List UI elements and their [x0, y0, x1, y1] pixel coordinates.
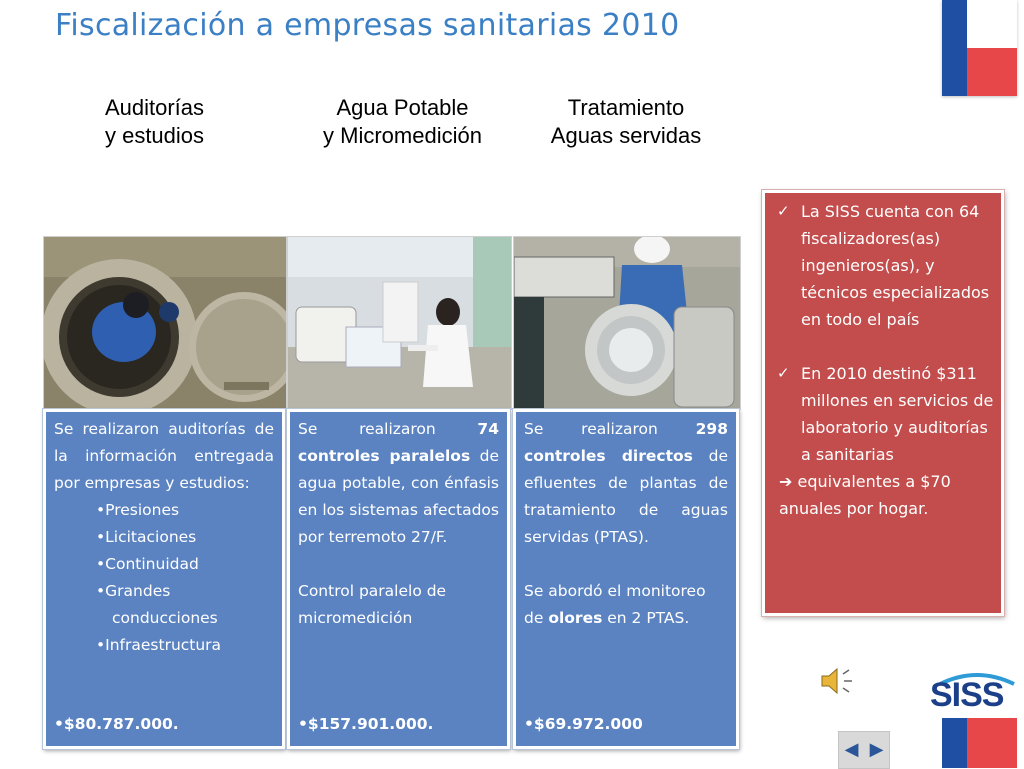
budget-amount: •$157.901.000.	[298, 715, 434, 733]
micromedicion-note: Control paralelo de micromedición	[298, 582, 447, 627]
laboratory-photo	[287, 236, 512, 410]
heading-line: Aguas servidas	[550, 123, 702, 148]
checkmark-icon: ✓	[777, 364, 790, 382]
siss-logo	[930, 672, 1020, 716]
heading-line: Auditorías	[104, 95, 205, 120]
heading-line: y estudios	[104, 123, 205, 148]
arrow-right-icon: ➔	[779, 472, 793, 491]
slide-navigation	[838, 731, 890, 769]
heading-line: y Micromedición	[323, 123, 482, 148]
slide-title: Fiscalización a empresas sanitarias 2010	[55, 8, 680, 43]
checkmark-icon: ✓	[777, 202, 790, 220]
tratamiento-info-box	[513, 409, 739, 749]
list-item: •Grandes	[96, 582, 171, 600]
heading-agua-potable	[300, 94, 505, 150]
speaker-icon[interactable]	[818, 665, 856, 701]
wastewater-sampler-photo	[513, 236, 741, 410]
next-slide-button[interactable]: ▶	[869, 739, 884, 760]
budget-amount: •$80.787.000.	[54, 715, 179, 733]
chile-flag-decoration-bottom	[942, 718, 1017, 768]
chile-flag-decoration	[942, 0, 1017, 96]
agua-potable-description: Se realizaron 74 controles paralelos de agua potable, con énfasis en los sistemas afectados por terremoto 27/F.	[298, 420, 499, 546]
heading-tratamiento	[530, 94, 722, 150]
budget-amount: •$69.972.000	[524, 715, 643, 733]
summary-subitem: ➔ equivalentes a $70 anuales por hogar.	[779, 472, 951, 518]
list-item: •Continuidad	[96, 555, 199, 573]
heading-line: Agua Potable	[336, 95, 469, 120]
heading-line: Tratamiento	[567, 95, 685, 120]
agua-potable-info-box	[287, 409, 510, 749]
list-item: •Infraestructura	[96, 636, 222, 654]
logo-text: SISS	[930, 676, 1004, 714]
siss-summary-box	[762, 190, 1004, 616]
summary-item: ✓ En 2010 destinó $311 millones en servicios de laboratorio y auditorías a sanitarias	[801, 360, 995, 468]
list-item: •Licitaciones	[96, 528, 197, 546]
tratamiento-description: Se realizaron 298 controles directos de efluentes de plantas de tratamiento de aguas servidas (PTAS).	[524, 420, 728, 546]
list-item: •Presiones	[96, 501, 180, 519]
auditorias-description: Se realizaron auditorías de la información entregada por empresas y estudios:	[54, 420, 274, 492]
prev-slide-button[interactable]: ◀	[844, 739, 859, 760]
summary-item: ✓ La SISS cuenta con 64 fiscalizadores(as) ingenieros(as), y técnicos especializados en todo el país	[801, 198, 995, 333]
list-item-continuation: conducciones	[112, 609, 218, 627]
olores-note: Se abordó el monitoreo de olores en 2 PTAS.	[524, 582, 706, 627]
auditorias-info-box	[43, 409, 285, 749]
manhole-inspection-photo	[43, 236, 287, 410]
heading-auditorias	[72, 94, 237, 150]
